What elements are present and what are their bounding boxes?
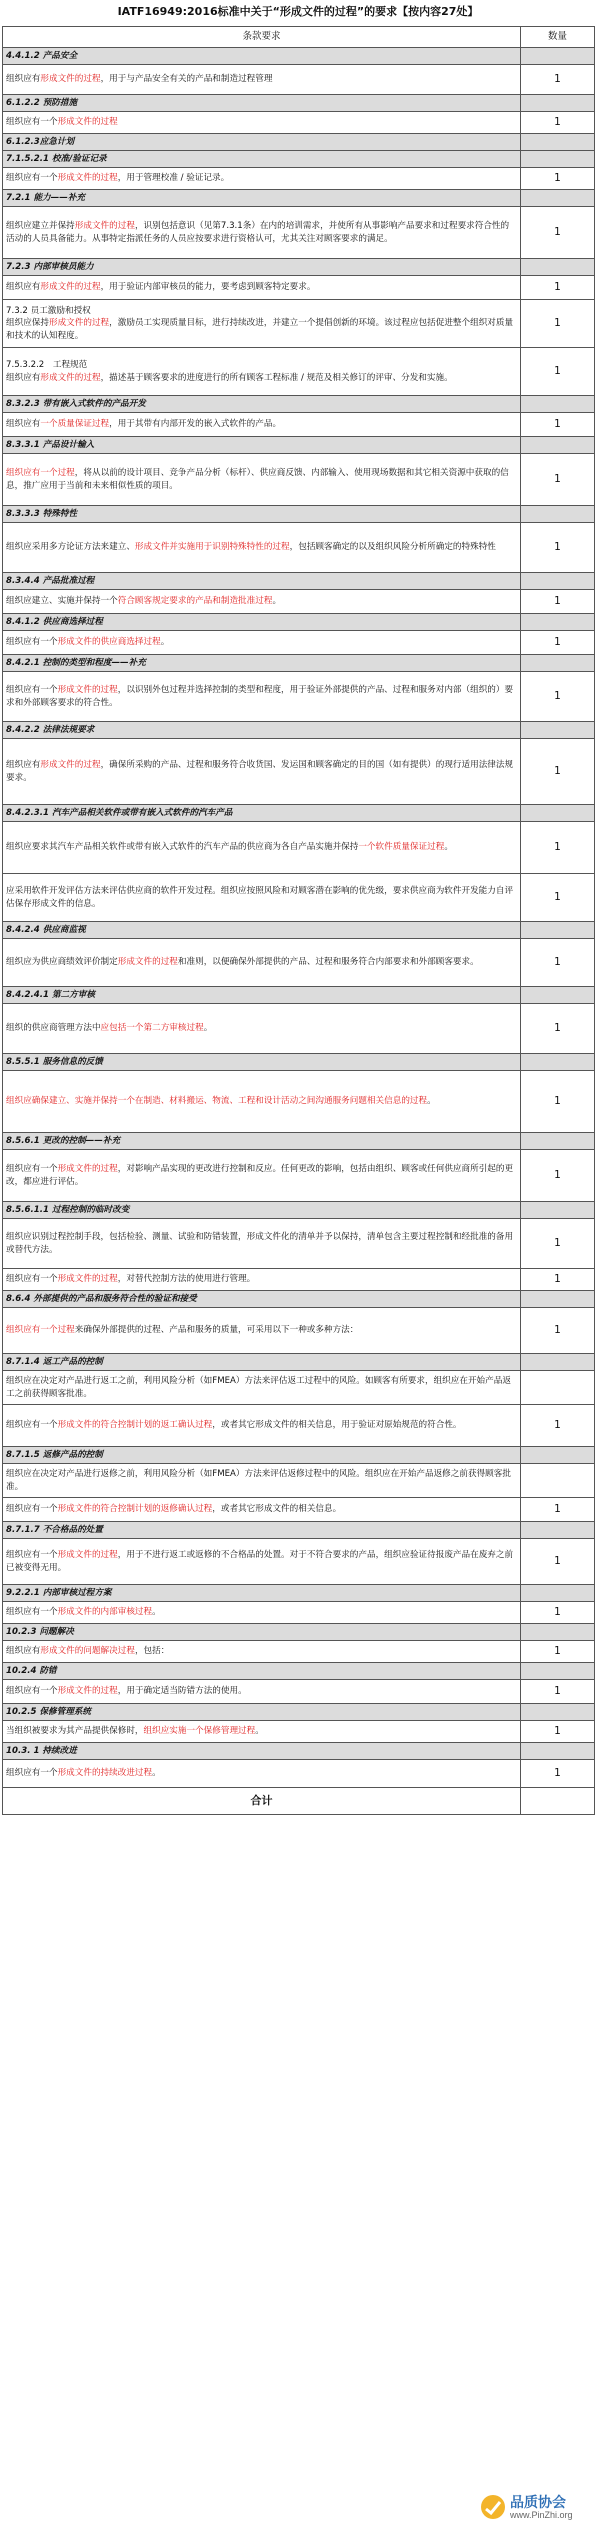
requirement-text xyxy=(3,590,521,614)
quantity-cell: 1 xyxy=(521,874,595,922)
text-segment: ，以识别外包过程并选择控制的类型和程度，用于验证外部提供的产品、过程和服务对内部（组织的）要求和外部顾客要求的符合性。 xyxy=(6,685,514,708)
quantity-cell xyxy=(521,48,595,65)
highlighted-text: 形成文件并实施用于识别特殊特性的过程 xyxy=(134,542,290,553)
section-row xyxy=(3,259,595,276)
requirement-text xyxy=(3,348,521,396)
clause-heading: 7.1.5.2.1 校准/验证记录 xyxy=(3,151,521,168)
text-segment: 。 xyxy=(427,1096,436,1107)
quantity-cell: 1 xyxy=(521,939,595,987)
highlighted-text: 形成文件的过程 xyxy=(57,1164,118,1175)
watermark-url: www.PinZhi.org xyxy=(510,2510,573,2520)
requirement-text xyxy=(3,1308,521,1354)
requirement-text xyxy=(3,1464,521,1498)
quantity-cell xyxy=(521,722,595,739)
text-segment: 。 xyxy=(203,1023,213,1034)
table-row xyxy=(3,1721,595,1743)
highlighted-text: 形成文件的过程 xyxy=(74,221,135,232)
text-segment: 组织应有一个 xyxy=(6,1607,58,1618)
table-row xyxy=(3,168,595,190)
text-segment: 。 xyxy=(152,1768,161,1779)
quantity-cell: 1 xyxy=(521,1760,595,1788)
text-segment: ，或者其它形成文件的相关信息。 xyxy=(212,1504,342,1515)
clause-heading: 8.3.2.3 带有嵌入式软件的产品开发 xyxy=(3,396,521,413)
text-segment: ，对影响产品实现的更改进行控制和反应。任何更改的影响，包括由组织、顾客或任何供应商所引起的更改，都应进行评估。 xyxy=(6,1164,514,1187)
section-row xyxy=(3,1054,595,1071)
quantity-cell: 1 xyxy=(521,1539,595,1585)
clause-heading: 7.2.3 内部审核员能力 xyxy=(3,259,521,276)
quantity-cell xyxy=(521,1585,595,1602)
requirement-text xyxy=(3,413,521,437)
quantity-cell: 1 xyxy=(521,1602,595,1624)
text-segment: 。 xyxy=(255,1726,264,1737)
highlighted-text: 组织应有一个过程 xyxy=(6,1325,75,1336)
quantity-cell xyxy=(521,1202,595,1219)
quantity-cell xyxy=(521,95,595,112)
table-row xyxy=(3,276,595,300)
clause-heading: 8.3.3.1 产品设计输入 xyxy=(3,437,521,454)
requirement-text xyxy=(3,1721,521,1743)
table-row xyxy=(3,454,595,506)
highlighted-text: 符合顾客规定要求的产品和制造批准过程 xyxy=(117,596,273,607)
quantity-cell xyxy=(521,922,595,939)
table-row xyxy=(3,1150,595,1202)
quantity-cell xyxy=(521,396,595,413)
watermark-logo xyxy=(480,2490,592,2524)
text-segment: 来确保外部提供的过程、产品和服务的质量，可采用以下一种或多种方法： xyxy=(74,1325,359,1336)
text-segment: 。 xyxy=(272,596,282,607)
clause-heading: 8.5.5.1 服务信息的反馈 xyxy=(3,1054,521,1071)
highlighted-text: 形成文件的过程 xyxy=(57,1550,118,1561)
quantity-cell: 1 xyxy=(521,168,595,190)
text-segment: 组织应有一个 xyxy=(6,685,58,696)
clause-heading: 8.5.6.1.1 过程控制的临时改变 xyxy=(3,1202,521,1219)
column-header-quantity: 数量 xyxy=(521,27,595,48)
highlighted-text: 形成文件的过程 xyxy=(117,957,178,968)
table-row xyxy=(3,822,595,874)
quantity-cell xyxy=(521,987,595,1004)
table-row xyxy=(3,1308,595,1354)
highlighted-text: 形成文件的过程 xyxy=(57,173,118,184)
quantity-cell: 1 xyxy=(521,348,595,396)
clause-heading: 8.7.1.7 不合格品的处置 xyxy=(3,1522,521,1539)
requirement-text xyxy=(3,739,521,805)
requirement-text xyxy=(3,65,521,95)
text-segment: ，用于与产品安全有关的产品和制造过程管理 xyxy=(100,74,273,85)
quantity-cell: 1 xyxy=(521,1721,595,1743)
section-row xyxy=(3,48,595,65)
requirement-text xyxy=(3,1150,521,1202)
section-row xyxy=(3,614,595,631)
table-row xyxy=(3,672,595,722)
clause-heading: 4.4.1.2 产品安全 xyxy=(3,48,521,65)
requirement-text xyxy=(3,454,521,506)
section-row xyxy=(3,1704,595,1721)
text-segment: 组织的供应商管理方法中 xyxy=(6,1023,101,1034)
section-row xyxy=(3,95,595,112)
quantity-cell: 1 xyxy=(521,590,595,614)
table-row xyxy=(3,300,595,348)
text-segment: 组织应有一个 xyxy=(6,1274,58,1285)
quantity-cell: 1 xyxy=(521,523,595,573)
section-row xyxy=(3,437,595,454)
text-segment: ，对替代控制方法的使用进行管理。 xyxy=(117,1274,256,1285)
text-segment: 组织应有一个 xyxy=(6,1164,58,1175)
requirement-text xyxy=(3,1498,521,1522)
clause-heading: 8.4.2.4.1 第二方审核 xyxy=(3,987,521,1004)
text-segment: 组织应建立并保持 xyxy=(6,221,75,232)
quantity-cell xyxy=(521,1133,595,1150)
text-segment: ，用于不进行返工或返修的不合格品的处置。对于不符合要求的产品，组织应验证待报废产品在废弃之前已被变得无用。 xyxy=(6,1550,514,1573)
quantity-cell xyxy=(521,1054,595,1071)
text-segment: ，识别包括意识（见第7.3.1条）在内的培训需求，并使所有从事影响产品要求和过程要求符合性的活动的人员具备能力。从事特定指派任务的人员应按要求进行资格认可，尤其关注对顾客要求的满足。 xyxy=(6,221,510,244)
quantity-cell: 1 xyxy=(521,1308,595,1354)
requirement-text xyxy=(3,1680,521,1704)
table-row xyxy=(3,1071,595,1133)
page-title: IATF16949:2016标准中关于“形成文件的过程”的要求【按内容27处】 xyxy=(117,5,479,18)
table-row xyxy=(3,1498,595,1522)
section-row xyxy=(3,190,595,207)
requirement-text xyxy=(3,822,521,874)
text-segment: 组织应采用多方论证方法来建立、 xyxy=(6,542,135,553)
text-segment: 当组织被要求为其产品提供保修时， xyxy=(6,1726,144,1737)
text-segment: 7.3.2 员工激励和授权 xyxy=(6,305,91,316)
requirement-text xyxy=(3,939,521,987)
text-segment: 组织应识别过程控制手段，包括检验、测量、试验和防错装置，形成文件化的清单并予以保持，清单包含主要过程控制和经批准的备用或替代方法。 xyxy=(6,1232,514,1255)
requirement-text xyxy=(3,1539,521,1585)
section-row xyxy=(3,722,595,739)
text-segment: ，将从以前的设计项目、竞争产品分析（标杆）、供应商反馈、内部输入、使用现场数据和其它相关资源中获取的信息，推广应用于当前和未来相似性质的项目。 xyxy=(6,468,509,491)
text-segment: 组织应有 xyxy=(6,419,41,430)
table-row xyxy=(3,65,595,95)
quantity-cell xyxy=(521,614,595,631)
clause-heading: 8.7.1.5 返修产品的控制 xyxy=(3,1447,521,1464)
section-row xyxy=(3,1585,595,1602)
clause-heading: 6.1.2.3应急计划 xyxy=(3,134,521,151)
requirement-text xyxy=(3,1269,521,1291)
highlighted-text: 形成文件的过程 xyxy=(40,760,101,771)
text-segment: 组织应有 xyxy=(6,760,41,771)
table-row xyxy=(3,1004,595,1054)
text-segment: 组织应为供应商绩效评价制定 xyxy=(6,957,118,968)
table-row xyxy=(3,1405,595,1447)
quantity-cell: 1 xyxy=(521,1150,595,1202)
highlighted-text: 组织应确保建立、实施并保持一个在制造、材料搬运、物流、工程和设计活动之间沟通服务问题相关信息的过程 xyxy=(6,1096,428,1107)
clause-heading: 8.4.2.1 控制的类型和程度——补充 xyxy=(3,655,521,672)
requirement-text xyxy=(3,1602,521,1624)
quantity-cell: 1 xyxy=(521,1004,595,1054)
quantity-cell: 1 xyxy=(521,207,595,259)
quantity-cell: 1 xyxy=(521,65,595,95)
text-segment: 。 xyxy=(444,842,453,853)
clause-heading: 8.5.6.1 更改的控制——补充 xyxy=(3,1133,521,1150)
clause-heading: 10.2.4 防错 xyxy=(3,1663,521,1680)
quantity-cell xyxy=(521,1354,595,1371)
clause-heading: 7.2.1 能力——补充 xyxy=(3,190,521,207)
highlighted-text: 形成文件的过程 xyxy=(57,117,118,128)
text-segment: 组织应建立、实施并保持一个 xyxy=(6,596,118,607)
highlighted-text: 形成文件的问题解决过程 xyxy=(40,1646,135,1657)
highlighted-text: 形成文件的过程 xyxy=(40,74,101,85)
requirements-table xyxy=(2,26,595,1815)
quantity-cell xyxy=(521,1522,595,1539)
table-row xyxy=(3,207,595,259)
highlighted-text: 形成文件的符合控制计划的返修确认过程 xyxy=(57,1504,213,1515)
table-row xyxy=(3,590,595,614)
text-segment: 组织应有 xyxy=(6,372,41,383)
section-row xyxy=(3,805,595,822)
quantity-cell: 1 xyxy=(521,1680,595,1704)
quantity-cell: 1 xyxy=(521,276,595,300)
requirement-text xyxy=(3,1071,521,1133)
clause-heading: 8.3.4.4 产品批准过程 xyxy=(3,573,521,590)
requirement-text xyxy=(3,1641,521,1663)
text-segment: ，用于确定适当防错方法的使用。 xyxy=(117,1686,247,1697)
table-header xyxy=(3,27,595,48)
quantity-cell xyxy=(521,805,595,822)
quantity-cell: 1 xyxy=(521,1071,595,1133)
section-row xyxy=(3,655,595,672)
requirement-text xyxy=(3,1760,521,1788)
text-segment: 组织应有一个 xyxy=(6,1420,58,1431)
section-row xyxy=(3,573,595,590)
text-segment: 。 xyxy=(152,1607,161,1618)
quantity-cell: 1 xyxy=(521,454,595,506)
quantity-cell xyxy=(521,134,595,151)
watermark-name: 品质协会 xyxy=(510,2495,566,2511)
text-segment: 组织应保持 xyxy=(6,318,49,329)
quantity-cell xyxy=(521,259,595,276)
requirement-text xyxy=(3,276,521,300)
quality-logo-icon xyxy=(480,2494,506,2520)
section-row xyxy=(3,1743,595,1760)
text-segment: ，用于验证内部审核员的能力，要考虑到顾客特定要求。 xyxy=(100,282,316,293)
requirement-text xyxy=(3,1371,521,1405)
text-segment: ，描述基于顾客要求的进度进行的所有顾客工程标准 / 规范及相关修订的评审、分发和实施。 xyxy=(100,372,453,383)
quantity-cell xyxy=(521,1464,595,1498)
quantity-cell xyxy=(521,655,595,672)
quantity-cell: 1 xyxy=(521,672,595,722)
highlighted-text: 一个质量保证过程 xyxy=(40,419,110,430)
section-row xyxy=(3,1447,595,1464)
total-row xyxy=(3,1788,595,1815)
highlighted-text: 形成文件的过程 xyxy=(40,282,101,293)
highlighted-text: 形成文件的过程 xyxy=(57,1274,118,1285)
quantity-cell: 1 xyxy=(521,112,595,134)
highlighted-text: 形成文件的供应商选择过程 xyxy=(57,637,161,648)
clause-heading: 8.4.1.2 供应商选择过程 xyxy=(3,614,521,631)
table-row xyxy=(3,112,595,134)
text-segment: 组织应有 xyxy=(6,74,41,85)
quantity-cell xyxy=(521,190,595,207)
clause-heading: 10.2.3 问题解决 xyxy=(3,1624,521,1641)
clause-heading: 8.3.3.3 特殊特性 xyxy=(3,506,521,523)
quantity-cell xyxy=(521,1291,595,1308)
section-row xyxy=(3,506,595,523)
text-segment: 应采用软件开发评估方法来评估供应商的软件开发过程。组织应按照风险和对顾客潜在影响的优先级，要求供应商为软件开发能力自评估保存形成文件的信息。 xyxy=(6,886,514,909)
quantity-cell: 1 xyxy=(521,413,595,437)
clause-heading: 10.2.5 保修管理系统 xyxy=(3,1704,521,1721)
table-row xyxy=(3,523,595,573)
requirement-text xyxy=(3,300,521,348)
clause-heading: 8.6.4 外部提供的产品和服务符合性的验证和接受 xyxy=(3,1291,521,1308)
requirement-text xyxy=(3,1004,521,1054)
total-label: 合计 xyxy=(3,1788,521,1815)
text-segment: ，激励员工实现质量目标，进行持续改进，并建立一个提倡创新的环境。该过程应包括促进整个组织对质量和技术的认知程度。 xyxy=(6,318,514,341)
highlighted-text: 形成文件的符合控制计划的返工确认过程 xyxy=(57,1420,213,1431)
table-row xyxy=(3,1219,595,1269)
table-row xyxy=(3,1602,595,1624)
table-row xyxy=(3,1371,595,1405)
quantity-cell xyxy=(521,573,595,590)
text-segment: 组织应有一个 xyxy=(6,637,58,648)
text-segment: 组织应有 xyxy=(6,282,41,293)
text-segment: 组织应有一个 xyxy=(6,1686,58,1697)
quantity-cell: 1 xyxy=(521,631,595,655)
text-segment: 组织应有 xyxy=(6,1646,41,1657)
table-row xyxy=(3,1680,595,1704)
column-header-requirement: 条款要求 xyxy=(3,27,521,48)
clause-heading: 6.1.2.2 预防措施 xyxy=(3,95,521,112)
section-row xyxy=(3,1663,595,1680)
text-segment: 。 xyxy=(160,637,170,648)
clause-heading: 8.4.2.2 法律法规要求 xyxy=(3,722,521,739)
section-row xyxy=(3,1354,595,1371)
table-row xyxy=(3,939,595,987)
quantity-cell: 1 xyxy=(521,822,595,874)
text-segment: 组织应有一个 xyxy=(6,1504,58,1515)
table-row xyxy=(3,413,595,437)
table-row xyxy=(3,631,595,655)
text-segment: ，用于其带有内部开发的嵌入式软件的产品。 xyxy=(109,419,282,430)
text-segment: 组织应有一个 xyxy=(6,173,58,184)
text-segment: 和准则，以便确保外部提供的产品、过程和服务符合内部要求和外部顾客要求。 xyxy=(177,957,479,968)
section-row xyxy=(3,1202,595,1219)
quantity-cell: 1 xyxy=(521,1498,595,1522)
table-row xyxy=(3,1760,595,1788)
section-row xyxy=(3,396,595,413)
quantity-cell: 1 xyxy=(521,300,595,348)
requirement-text xyxy=(3,168,521,190)
requirement-text xyxy=(3,112,521,134)
text-segment: ，包括： xyxy=(134,1646,170,1657)
highlighted-text: 一个软件质量保证过程 xyxy=(358,842,445,853)
section-row xyxy=(3,1291,595,1308)
section-row xyxy=(3,151,595,168)
table-row xyxy=(3,1464,595,1498)
section-row xyxy=(3,1624,595,1641)
quantity-cell xyxy=(521,1704,595,1721)
table-body xyxy=(3,48,595,1788)
text-segment: 组织应要求其汽车产品相关软件或带有嵌入式软件的汽车产品的供应商为各自产品实施并保持 xyxy=(6,842,359,853)
requirement-text xyxy=(3,207,521,259)
highlighted-text: 形成文件的过程 xyxy=(48,318,110,329)
text-segment: 组织应有一个 xyxy=(6,1550,58,1561)
section-row xyxy=(3,134,595,151)
clause-heading: 8.4.2.4 供应商监视 xyxy=(3,922,521,939)
highlighted-text: 形成文件的过程 xyxy=(40,372,101,383)
text-segment: ，确保所采购的产品、过程和服务符合收货国、发运国和顾客确定的目的国（如有提供）的现行适用法律法规要求。 xyxy=(6,760,514,783)
highlighted-text: 形成文件的过程 xyxy=(57,685,118,696)
text-segment: 7.5.3.2.2 工程规范 xyxy=(6,360,88,371)
clause-heading: 8.4.2.3.1 汽车产品相关软件或带有嵌入式软件的汽车产品 xyxy=(3,805,521,822)
quantity-cell xyxy=(521,1447,595,1464)
text-segment: ，用于管理校准 / 验证记录。 xyxy=(117,173,230,184)
requirement-text xyxy=(3,672,521,722)
clause-heading: 8.7.1.4 返工产品的控制 xyxy=(3,1354,521,1371)
clause-heading: 10.3. 1 持续改进 xyxy=(3,1743,521,1760)
quantity-cell xyxy=(521,1663,595,1680)
quantity-cell xyxy=(521,151,595,168)
highlighted-text: 形成文件的内部审核过程 xyxy=(57,1607,153,1618)
text-segment: ，包括顾客确定的以及组织风险分析所确定的特殊特性 xyxy=(289,542,496,553)
requirement-text xyxy=(3,874,521,922)
requirement-text xyxy=(3,1405,521,1447)
text-segment: 组织应在决定对产品进行返工之前，利用风险分析（如FMEA）方法来评估返工过程中的风险。如顾客有所要求，组织应在开始产品返工之前获得顾客批准。 xyxy=(6,1376,511,1399)
clause-heading: 9.2.2.1 内部审核过程方案 xyxy=(3,1585,521,1602)
table-row xyxy=(3,874,595,922)
table-row xyxy=(3,739,595,805)
quantity-cell: 1 xyxy=(521,739,595,805)
section-row xyxy=(3,1133,595,1150)
table-row xyxy=(3,1269,595,1291)
requirement-text xyxy=(3,1219,521,1269)
quantity-cell xyxy=(521,437,595,454)
requirement-text xyxy=(3,631,521,655)
highlighted-text: 形成文件的过程 xyxy=(57,1686,118,1697)
table-row xyxy=(3,1641,595,1663)
highlighted-text: 一个过程 xyxy=(40,468,75,479)
text-segment: 组织应有一个 xyxy=(6,117,58,128)
text-segment: 组织应有一个 xyxy=(6,1768,58,1779)
quantity-cell: 1 xyxy=(521,1269,595,1291)
highlighted-text: 组织应有 xyxy=(6,468,41,479)
quantity-cell xyxy=(521,506,595,523)
text-segment: 组织应在决定对产品进行返修之前，利用风险分析（如FMEA）方法来评估返修过程中的风险。组织应在开始产品返修之前获得顾客批准。 xyxy=(6,1469,511,1492)
quantity-cell xyxy=(521,1371,595,1405)
section-row xyxy=(3,1522,595,1539)
table-row xyxy=(3,348,595,396)
highlighted-text: 组织应实施一个保修管理过程 xyxy=(143,1726,256,1737)
total-value xyxy=(521,1788,595,1815)
quantity-cell xyxy=(521,1624,595,1641)
quantity-cell: 1 xyxy=(521,1641,595,1663)
section-row xyxy=(3,922,595,939)
requirement-text xyxy=(3,523,521,573)
highlighted-text: 形成文件的持续改进过程 xyxy=(57,1768,153,1779)
table-row xyxy=(3,1539,595,1585)
highlighted-text: 应包括一个第二方审核过程 xyxy=(100,1023,204,1034)
section-row xyxy=(3,987,595,1004)
quantity-cell xyxy=(521,1743,595,1760)
text-segment: ，或者其它形成文件的相关信息，用于验证对原始规范的符合性。 xyxy=(212,1420,462,1431)
quantity-cell: 1 xyxy=(521,1405,595,1447)
quantity-cell: 1 xyxy=(521,1219,595,1269)
